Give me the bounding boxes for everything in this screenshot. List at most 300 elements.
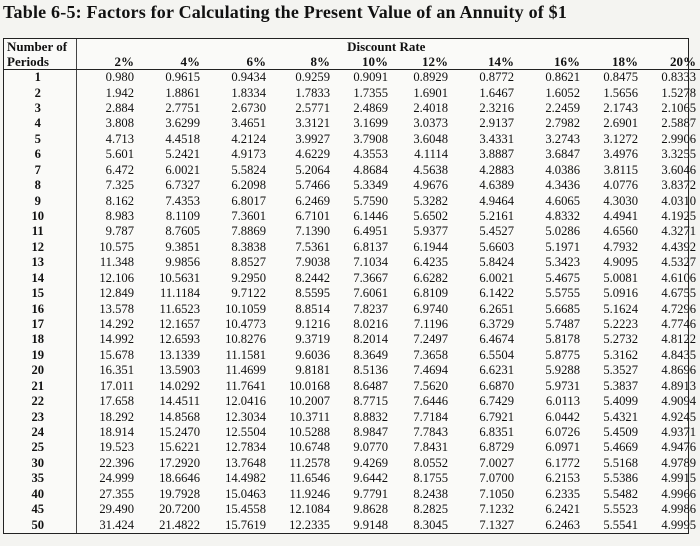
- factor-cell: 8.2825: [413, 502, 448, 517]
- factor-cell: 8.8832: [353, 409, 388, 424]
- factor-cell: 8.3838: [231, 239, 266, 254]
- factor-cell: 21.4822: [159, 517, 200, 532]
- factor-cell: 2.9137: [479, 116, 514, 131]
- factor-cell: 8.6487: [353, 378, 388, 393]
- factor-cell: 4.9173: [231, 147, 266, 162]
- factor-cell: 7.4353: [165, 193, 200, 208]
- factor-cell: 12.0416: [225, 394, 266, 409]
- factor-cell: 1.7833: [295, 85, 330, 100]
- factor-cell: 5.6685: [545, 301, 580, 316]
- factor-cell: 22.396: [76, 456, 138, 471]
- factor-cell: 3.3255: [661, 147, 697, 162]
- factor-cell: 4.6389: [479, 178, 514, 193]
- factor-cell: 14.4511: [159, 394, 200, 409]
- factor-cell: 5.5482: [603, 486, 638, 501]
- factor-cell: 4.9095: [603, 255, 638, 270]
- factor-cell: 1.6467: [479, 85, 514, 100]
- factor-cell: 9.8181: [295, 363, 330, 378]
- factor-cell: 4.9676: [413, 178, 448, 193]
- rate-header: 8%: [270, 54, 334, 70]
- factor-cell: 4.9789: [661, 455, 697, 470]
- factor-cell: 4.6065: [545, 193, 580, 208]
- factor-cell: 3.1272: [603, 131, 638, 146]
- factor-cell: 11.1184: [160, 286, 200, 301]
- factor-cell: 12.3034: [225, 409, 266, 424]
- factor-cell: 1.942: [76, 85, 138, 100]
- factor-cell: 7.3667: [353, 270, 388, 285]
- factor-cell: 7.1050: [479, 486, 514, 501]
- factor-cell: 6.1772: [545, 455, 580, 470]
- factor-cell: 4.0776: [603, 178, 638, 193]
- rate-header: 10%: [334, 54, 392, 70]
- factor-cell: 12.7834: [225, 440, 266, 455]
- table-row: [4, 301, 700, 316]
- factor-cell: 4.3271: [661, 224, 697, 239]
- factor-cell: 9.9856: [165, 255, 200, 270]
- factor-cell: 6.1422: [479, 286, 514, 301]
- factor-cell: 4.4941: [603, 209, 638, 224]
- factor-cell: 3.1699: [353, 116, 388, 131]
- factor-cell: 8.5595: [295, 286, 330, 301]
- factor-cell: 1.5656: [603, 85, 638, 100]
- factor-cell: 29.490: [76, 502, 138, 517]
- factor-cell: 5.4099: [603, 394, 638, 409]
- factor-cell: 4.9966: [661, 486, 697, 501]
- factor-cell: 5.5168: [603, 455, 638, 470]
- factor-cell: 7.0027: [479, 455, 514, 470]
- period-cell: 23: [31, 409, 45, 424]
- factor-cell: 5.0286: [545, 224, 580, 239]
- factor-cell: 2.3216: [479, 101, 514, 116]
- factor-cell: 3.6299: [165, 116, 200, 131]
- factor-cell: 3.8115: [603, 162, 638, 177]
- period-cell: 40: [31, 486, 45, 501]
- factor-cell: 6.2098: [231, 178, 266, 193]
- factor-cell: 9.4269: [353, 455, 388, 470]
- factor-cell: 9.9148: [353, 517, 388, 532]
- factor-cell: 0.8621: [545, 70, 580, 85]
- factor-cell: 12.5504: [225, 424, 266, 439]
- factor-cell: 6.8109: [413, 286, 448, 301]
- table-row: [4, 163, 700, 178]
- factor-cell: 13.5903: [159, 363, 200, 378]
- period-cell: 9: [34, 193, 41, 208]
- factor-cell: 0.9615: [165, 70, 200, 85]
- factor-cell: 4.713: [76, 132, 138, 147]
- table-row: [4, 486, 700, 501]
- period-cell: 16: [31, 301, 45, 316]
- factor-cell: 5.9288: [545, 363, 580, 378]
- factor-cell: 4.9476: [661, 440, 697, 455]
- factor-cell: 5.5824: [231, 162, 266, 177]
- factor-cell: 4.6106: [661, 270, 697, 285]
- factor-cell: 4.9995: [661, 517, 697, 532]
- factor-cell: 5.2161: [479, 209, 514, 224]
- rate-header: 12%: [392, 54, 452, 70]
- factor-cell: 11.348: [76, 255, 138, 270]
- factor-cell: 5.5755: [545, 286, 580, 301]
- table-row: [4, 147, 700, 162]
- factor-cell: 6.7327: [165, 178, 200, 193]
- factor-cell: 14.292: [76, 317, 138, 332]
- period-cell: 15: [31, 286, 45, 301]
- table-body: [4, 70, 700, 534]
- factor-cell: 10.5631: [159, 270, 200, 285]
- factor-cell: 2.4018: [413, 101, 448, 116]
- table-row: [4, 209, 700, 224]
- factor-cell: 12.1657: [159, 316, 200, 331]
- period-cell: 45: [31, 502, 45, 517]
- period-cell: 5: [34, 131, 41, 146]
- factor-cell: 5.4509: [603, 424, 638, 439]
- factor-cell: 5.4675: [545, 270, 580, 285]
- period-cell: 3: [34, 101, 41, 116]
- factor-cell: 8.1109: [165, 209, 200, 224]
- factor-cell: 6.0971: [545, 440, 580, 455]
- factor-cell: 2.6901: [603, 116, 638, 131]
- factor-cell: 7.325: [76, 178, 138, 193]
- factor-cell: 9.1216: [295, 316, 330, 331]
- factor-cell: 6.3729: [479, 316, 514, 331]
- factor-cell: 1.6052: [545, 85, 580, 100]
- factor-cell: 4.3436: [545, 178, 580, 193]
- factor-cell: 8.1755: [413, 471, 448, 486]
- factor-cell: 6.6870: [479, 378, 514, 393]
- factor-cell: 8.162: [76, 193, 138, 208]
- annuity-table-container: [3, 38, 697, 534]
- factor-cell: 6.4235: [413, 255, 448, 270]
- table-row: [4, 394, 700, 409]
- factor-cell: 8.2438: [413, 486, 448, 501]
- table-row: [4, 286, 700, 301]
- factor-cell: 8.983: [76, 209, 138, 224]
- factor-cell: 5.2064: [295, 162, 330, 177]
- factor-cell: 5.9731: [545, 378, 580, 393]
- factor-cell: 0.9259: [295, 70, 330, 85]
- factor-cell: 7.1196: [413, 316, 448, 331]
- factor-cell: 5.1971: [545, 239, 580, 254]
- table-row: [4, 471, 700, 486]
- factor-cell: 6.7101: [295, 209, 330, 224]
- factor-cell: 5.601: [76, 147, 138, 162]
- factor-cell: 9.7122: [231, 286, 266, 301]
- factor-cell: 5.4527: [479, 224, 514, 239]
- period-cell: 50: [31, 517, 45, 532]
- factor-cell: 7.7184: [413, 409, 448, 424]
- factor-cell: 27.355: [76, 486, 138, 501]
- rate-header: 4%: [138, 54, 204, 70]
- factor-cell: 3.7908: [353, 131, 388, 146]
- factor-cell: 5.3349: [353, 178, 388, 193]
- factor-cell: 5.5523: [603, 502, 638, 517]
- factor-cell: 5.8424: [479, 255, 514, 270]
- factor-cell: 11.2578: [289, 455, 330, 470]
- factor-cell: 6.2651: [479, 301, 514, 316]
- factor-cell: 5.7487: [545, 316, 580, 331]
- factor-cell: 9.3851: [165, 239, 200, 254]
- factor-cell: 12.849: [76, 286, 138, 301]
- period-cell: 7: [34, 162, 41, 177]
- factor-cell: 4.2883: [479, 162, 514, 177]
- factor-cell: 14.992: [76, 332, 138, 347]
- factor-cell: 8.0552: [413, 455, 448, 470]
- factor-cell: 7.8237: [353, 301, 388, 316]
- factor-cell: 15.0463: [225, 486, 266, 501]
- factor-cell: 6.8729: [479, 440, 514, 455]
- factor-cell: 7.5361: [295, 239, 330, 254]
- factor-cell: 8.2442: [295, 270, 330, 285]
- table-row: [4, 502, 700, 517]
- factor-cell: 5.3423: [545, 255, 580, 270]
- factor-cell: 11.4699: [225, 363, 266, 378]
- rate-header: 14%: [452, 54, 518, 70]
- factor-cell: 14.4982: [225, 471, 266, 486]
- factor-cell: 6.8351: [479, 424, 514, 439]
- factor-cell: 4.6560: [603, 224, 638, 239]
- table-header: [4, 39, 700, 70]
- table-row: [4, 317, 700, 332]
- factor-cell: 1.8334: [231, 85, 266, 100]
- factor-cell: 3.8887: [479, 147, 514, 162]
- table-row: [4, 363, 700, 378]
- factor-cell: 5.8775: [545, 347, 580, 362]
- factor-cell: 7.9038: [295, 255, 330, 270]
- table-row: [4, 70, 700, 86]
- factor-cell: 3.0373: [413, 116, 448, 131]
- factor-cell: 11.6523: [159, 301, 200, 316]
- factor-cell: 2.2459: [545, 101, 580, 116]
- factor-cell: 0.8475: [603, 70, 638, 85]
- factor-cell: 5.6502: [413, 209, 448, 224]
- factor-cell: 6.0442: [545, 409, 580, 424]
- table-row: [4, 255, 700, 270]
- factor-cell: 24.999: [76, 471, 138, 486]
- period-cell: 12: [31, 239, 45, 254]
- factor-cell: 5.5541: [603, 517, 638, 532]
- period-cell: 20: [31, 363, 45, 378]
- factor-cell: 8.0216: [353, 316, 388, 331]
- factor-cell: 14.0292: [159, 378, 200, 393]
- factor-cell: 17.658: [76, 394, 138, 409]
- factor-cell: 6.4674: [479, 332, 514, 347]
- factor-cell: 8.8527: [231, 255, 266, 270]
- factor-cell: 4.1925: [661, 209, 697, 224]
- factor-cell: 15.6221: [159, 440, 200, 455]
- factor-cell: 6.2469: [295, 193, 330, 208]
- factor-cell: 7.5620: [413, 378, 448, 393]
- rate-header: 6%: [204, 54, 270, 70]
- factor-cell: 4.9464: [479, 193, 514, 208]
- factor-cell: 4.4518: [165, 131, 200, 146]
- table-row: [4, 193, 700, 208]
- factor-cell: 11.1581: [225, 347, 266, 362]
- factor-cell: 18.6646: [159, 471, 200, 486]
- factor-cell: 5.5386: [603, 471, 638, 486]
- factor-cell: 1.5278: [661, 85, 697, 100]
- factor-cell: 15.7619: [225, 517, 266, 532]
- period-cell: 13: [31, 255, 45, 270]
- factor-cell: 5.1624: [603, 301, 638, 316]
- factor-cell: 7.6446: [413, 394, 448, 409]
- factor-cell: 6.7921: [479, 409, 514, 424]
- factor-cell: 2.7751: [165, 101, 200, 116]
- factor-cell: 6.7429: [479, 394, 514, 409]
- factor-cell: 12.106: [76, 271, 138, 286]
- factor-cell: 7.3601: [231, 209, 266, 224]
- factor-cell: 8.8514: [295, 301, 330, 316]
- period-cell: 14: [31, 270, 45, 285]
- factor-cell: 14.8568: [159, 409, 200, 424]
- table-row: [4, 425, 700, 440]
- factor-cell: 6.0021: [165, 162, 200, 177]
- factor-cell: 12.6593: [159, 332, 200, 347]
- factor-cell: 3.3121: [295, 116, 330, 131]
- factor-cell: 5.3527: [603, 363, 638, 378]
- factor-cell: 20.7200: [159, 502, 200, 517]
- factor-cell: 7.1034: [353, 255, 388, 270]
- period-cell: 17: [31, 316, 45, 331]
- factor-cell: 9.8628: [353, 502, 388, 517]
- factor-cell: 5.2732: [603, 332, 638, 347]
- factor-cell: 3.2743: [545, 131, 580, 146]
- factor-cell: 4.9986: [661, 502, 697, 517]
- factor-cell: 15.4558: [225, 502, 266, 517]
- factor-cell: 8.9847: [353, 424, 388, 439]
- factor-cell: 5.0081: [603, 270, 638, 285]
- table-row: [4, 440, 700, 455]
- factor-cell: 5.4669: [603, 440, 638, 455]
- factor-cell: 7.0700: [479, 471, 514, 486]
- factor-cell: 2.5771: [295, 101, 330, 116]
- factor-cell: 0.8929: [413, 70, 448, 85]
- period-cell: 6: [34, 147, 41, 162]
- factor-cell: 17.2920: [159, 455, 200, 470]
- factor-cell: 9.787: [76, 224, 138, 239]
- periods-label-line2: Periods: [4, 54, 76, 70]
- factor-cell: 4.8435: [661, 347, 697, 362]
- factor-cell: 4.3553: [353, 147, 388, 162]
- table-row: [4, 178, 700, 193]
- factor-cell: 5.2223: [603, 316, 638, 331]
- period-cell: 22: [31, 394, 45, 409]
- factor-cell: 18.292: [76, 409, 138, 424]
- factor-cell: 4.8913: [661, 378, 697, 393]
- rate-header: 20%: [642, 54, 700, 70]
- factor-cell: 19.7928: [159, 486, 200, 501]
- table-row: [4, 348, 700, 363]
- factor-cell: 6.1446: [353, 209, 388, 224]
- factor-cell: 4.8122: [661, 332, 697, 347]
- period-cell: 2: [34, 85, 41, 100]
- period-cell: 1: [34, 70, 41, 85]
- factor-cell: 7.4694: [413, 363, 448, 378]
- factor-cell: 9.7791: [353, 486, 388, 501]
- factor-cell: 3.9927: [295, 131, 330, 146]
- factor-cell: 0.9434: [231, 70, 266, 85]
- table-title: Table 6-5: Factors for Calculating the Present Value of an Annuity of $1: [3, 2, 568, 22]
- factor-cell: 0.9091: [353, 70, 388, 85]
- factor-cell: 4.7932: [603, 239, 638, 254]
- factor-cell: 8.7605: [165, 224, 200, 239]
- rate-header: 16%: [518, 54, 584, 70]
- table-row: [4, 332, 700, 347]
- factor-cell: 8.3649: [353, 347, 388, 362]
- factor-cell: 19.523: [76, 440, 138, 455]
- factor-cell: 11.7641: [225, 378, 266, 393]
- factor-cell: 4.8696: [661, 363, 697, 378]
- factor-cell: 8.7715: [353, 394, 388, 409]
- factor-cell: 5.2421: [165, 147, 200, 162]
- factor-cell: 7.2497: [413, 332, 448, 347]
- factor-cell: 31.424: [76, 517, 138, 533]
- factor-cell: 0.980: [76, 70, 138, 86]
- factor-cell: 4.2124: [231, 131, 266, 146]
- factor-cell: 4.9371: [661, 424, 697, 439]
- factor-cell: 5.3162: [603, 347, 638, 362]
- period-cell: 10: [31, 209, 45, 224]
- factor-cell: 4.3030: [603, 193, 638, 208]
- factor-cell: 3.8372: [661, 178, 697, 193]
- factor-cell: 2.1065: [661, 101, 697, 116]
- factor-cell: 6.472: [76, 163, 138, 178]
- table-row: [4, 224, 700, 239]
- factor-cell: 17.011: [76, 378, 138, 393]
- factor-cell: 5.7466: [295, 178, 330, 193]
- factor-cell: 3.6847: [545, 147, 580, 162]
- factor-cell: 9.2950: [231, 270, 266, 285]
- factor-cell: 6.2421: [545, 502, 580, 517]
- factor-cell: 6.8137: [353, 239, 388, 254]
- table-row: [4, 378, 700, 393]
- factor-cell: 6.2463: [545, 517, 580, 532]
- factor-cell: 4.7746: [661, 316, 697, 331]
- factor-cell: 10.6748: [289, 440, 330, 455]
- factor-cell: 6.0113: [545, 394, 580, 409]
- factor-cell: 3.4651: [231, 116, 266, 131]
- table-row: [4, 517, 700, 533]
- factor-cell: 5.8178: [545, 332, 580, 347]
- factor-cell: 2.5887: [661, 116, 697, 131]
- factor-cell: 9.3719: [295, 332, 330, 347]
- table-row: [4, 132, 700, 147]
- factor-cell: 5.6603: [479, 239, 514, 254]
- factor-cell: 9.6442: [353, 471, 388, 486]
- factor-cell: 11.6546: [289, 471, 330, 486]
- factor-cell: 4.9094: [661, 394, 697, 409]
- factor-cell: 9.0770: [353, 440, 388, 455]
- factor-cell: 7.8869: [231, 224, 266, 239]
- factor-cell: 6.0021: [479, 270, 514, 285]
- factor-cell: 4.8332: [545, 209, 580, 224]
- factor-cell: 12.1084: [289, 502, 330, 517]
- factor-cell: 7.8431: [413, 440, 448, 455]
- factor-cell: 0.8333: [661, 70, 697, 85]
- factor-cell: 5.0916: [603, 286, 638, 301]
- factor-cell: 2.4869: [353, 101, 388, 116]
- period-cell: 8: [34, 178, 41, 193]
- table-row: [4, 240, 700, 255]
- period-cell: 24: [31, 424, 45, 439]
- factor-cell: 11.9246: [289, 486, 330, 501]
- annuity-table: [4, 39, 700, 533]
- factor-cell: 7.1327: [479, 517, 514, 532]
- factor-cell: 10.0168: [289, 378, 330, 393]
- factor-cell: 15.2470: [159, 424, 200, 439]
- factor-cell: 2.1743: [603, 101, 638, 116]
- factor-cell: 10.8276: [225, 332, 266, 347]
- factor-cell: 6.4951: [353, 224, 388, 239]
- factor-cell: 4.0386: [545, 162, 580, 177]
